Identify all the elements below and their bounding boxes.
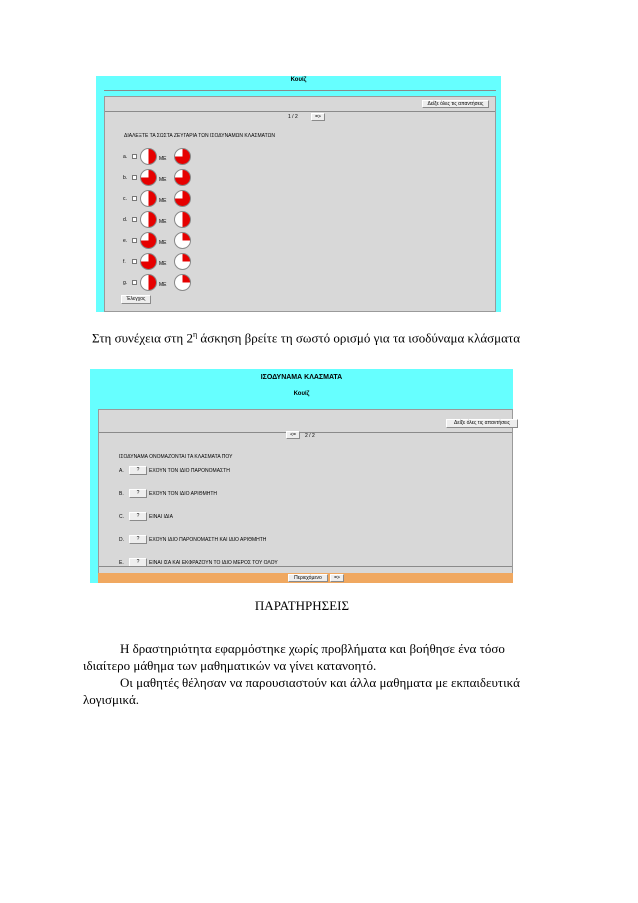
fraction-pie-icon bbox=[140, 169, 157, 186]
quiz1-top-divider bbox=[104, 90, 496, 91]
quiz2-screenshot bbox=[90, 369, 513, 583]
quiz2-option-text: ΕΧΟΥΝ ΤΟΝ ΙΔΙΟ ΠΑΡΟΝΟΜΑΣΤΗ bbox=[149, 468, 230, 474]
quiz1-screenshot bbox=[96, 76, 501, 312]
fraction-pie-icon bbox=[174, 211, 191, 228]
quiz1-option-checkbox[interactable] bbox=[132, 154, 137, 159]
caption bbox=[92, 326, 520, 346]
quiz1-option-checkbox[interactable] bbox=[132, 280, 137, 285]
caption-superscript: η bbox=[192, 330, 198, 339]
fraction-pie-icon bbox=[174, 169, 191, 186]
quiz1-check-button[interactable]: Έλεγχος bbox=[121, 295, 151, 304]
fraction-pie-icon bbox=[174, 232, 191, 249]
quiz1-option-connector: ΜΕ bbox=[159, 219, 167, 225]
quiz2-show-answers-button[interactable]: Δείξε όλες τις απαντήσεις bbox=[446, 419, 518, 428]
quiz1-show-answers-button[interactable]: Δείξε όλες τις απαντήσεις bbox=[422, 100, 489, 108]
fraction-pie-icon bbox=[140, 274, 157, 291]
quiz1-option-checkbox[interactable] bbox=[132, 259, 137, 264]
fraction-pie-icon bbox=[140, 148, 157, 165]
quiz1-option-letter: e. bbox=[123, 238, 128, 244]
quiz1-option-connector: ΜΕ bbox=[159, 156, 167, 162]
fraction-pie-icon bbox=[140, 253, 157, 270]
fraction-pie-icon bbox=[140, 211, 157, 228]
quiz1-option-letter: c. bbox=[123, 196, 127, 202]
quiz1-option-letter: d. bbox=[123, 217, 128, 223]
quiz2-option-letter: C. bbox=[119, 514, 124, 520]
quiz2-option-text: ΕΙΝΑΙ ΙΣΑ ΚΑΙ ΕΚΦΡΑΖΟΥΝ ΤΟ ΙΔΙΟ ΜΕΡΟΣ ΤΟΥ ΟΛΟΥ bbox=[149, 560, 278, 566]
quiz2-prev-button[interactable]: <= bbox=[286, 431, 300, 439]
quiz2-option-dropdown[interactable]: ? bbox=[129, 535, 147, 544]
quiz1-option-checkbox[interactable] bbox=[132, 175, 137, 180]
quiz1-option-letter: f. bbox=[123, 259, 126, 265]
quiz2-footer-bar bbox=[98, 573, 513, 583]
quiz2-option-dropdown[interactable]: ? bbox=[129, 558, 147, 567]
quiz1-header-divider bbox=[105, 111, 495, 112]
quiz2-bottom-divider bbox=[99, 566, 512, 567]
quiz1-instruction: ΔΙΑΛΕΞΤΕ ΤΑ ΣΩΣΤΑ ΖΕΥΓΑΡΙΑ ΤΩΝ ΙΣΟΔΥΝΑΜΩΝ ΚΛΑΣΜΑΤΩΝ bbox=[124, 133, 275, 139]
quiz2-contents-button[interactable]: Περιεχόμενο bbox=[288, 574, 328, 582]
quiz1-option-connector: ΜΕ bbox=[159, 177, 167, 183]
caption-text-before: Στη συνέχεια στη 2 bbox=[92, 330, 193, 346]
quiz2-page-indicator: 2 / 2 bbox=[305, 433, 315, 439]
quiz2-instruction: ΙΣΟΔΥΝΑΜΑ ΟΝΟΜΑΖΟΝΤΑΙ ΤΑ ΚΛΑΣΜΑΤΑ ΠΟΥ bbox=[119, 454, 233, 460]
fraction-pie-icon bbox=[174, 253, 191, 270]
remarks-line-3: Οι μαθητές θέλησαν να παρουσιαστούν και άλλα μαθηματα με εκπαιδευτικά bbox=[120, 675, 520, 690]
remarks-line-4: λογισμικά. bbox=[83, 692, 140, 707]
quiz1-option-connector: ΜΕ bbox=[159, 240, 167, 246]
quiz1-option-letter: b. bbox=[123, 175, 128, 181]
quiz1-title: Κουίζ bbox=[290, 77, 307, 83]
quiz1-option-checkbox[interactable] bbox=[132, 196, 137, 201]
quiz1-option-checkbox[interactable] bbox=[132, 217, 137, 222]
fraction-pie-icon bbox=[174, 148, 191, 165]
quiz1-option-letter: g. bbox=[123, 280, 128, 286]
remarks-line-1: Η δραστηριότητα εφαρμόστηκε χωρίς προβλήματα και βοήθησε ένα τόσο bbox=[120, 641, 505, 656]
remarks-heading bbox=[0, 597, 638, 614]
fraction-pie-icon bbox=[174, 190, 191, 207]
quiz2-option-letter: B. bbox=[119, 491, 124, 497]
quiz2-option-letter: E. bbox=[119, 560, 124, 566]
quiz2-option-text: ΕΧΟΥΝ ΤΟΝ ΙΔΙΟ ΑΡΙΘΜΗΤΗ bbox=[149, 491, 218, 497]
quiz1-option-connector: ΜΕ bbox=[159, 261, 167, 267]
quiz2-option-text: ΕΙΝΑΙ ΙΔΙΑ bbox=[149, 514, 173, 520]
fraction-pie-icon bbox=[140, 190, 157, 207]
quiz2-option-dropdown[interactable]: ? bbox=[129, 489, 147, 498]
quiz1-option-connector: ΜΕ bbox=[159, 282, 167, 288]
quiz2-option-dropdown[interactable]: ? bbox=[129, 512, 147, 521]
quiz1-page-indicator: 1 / 2 bbox=[288, 114, 298, 120]
quiz2-option-text: ΕΧΟΥΝ ΙΔΙΟ ΠΑΡΟΝΟΜΑΣΤΗ ΚΑΙ ΙΔΙΟ ΑΡΙΘΜΗΤΗ bbox=[149, 537, 267, 543]
quiz1-panel bbox=[104, 96, 496, 312]
quiz2-heading: ΙΣΟΔΥΝΑΜΑ ΚΛΑΣΜΑΤΑ bbox=[260, 374, 343, 381]
fraction-pie-icon bbox=[174, 274, 191, 291]
remarks-heading-text: ΠΑΡΑΤΗΡΗΣΕΙΣ bbox=[254, 598, 350, 613]
quiz2-option-letter: D. bbox=[119, 537, 124, 543]
quiz2-option-letter: A. bbox=[119, 468, 124, 474]
caption-text-after: άσκηση βρείτε τη σωστό ορισμό για τα ισοδύναμα κλάσματα bbox=[197, 330, 521, 346]
quiz1-option-checkbox[interactable] bbox=[132, 238, 137, 243]
quiz2-panel bbox=[98, 409, 513, 576]
remarks-line-2: ιδιαίτερο μάθημα των μαθηματικών να γίνει κατανοητό. bbox=[83, 658, 377, 673]
fraction-pie-icon bbox=[140, 232, 157, 249]
quiz2-title: Κουίζ bbox=[293, 391, 310, 397]
quiz1-option-letter: a. bbox=[123, 154, 128, 160]
quiz1-option-connector: ΜΕ bbox=[159, 198, 167, 204]
quiz2-footer-next-button[interactable]: => bbox=[330, 574, 344, 582]
quiz1-next-button[interactable]: => bbox=[311, 113, 325, 121]
quiz2-option-dropdown[interactable]: ? bbox=[129, 466, 147, 475]
